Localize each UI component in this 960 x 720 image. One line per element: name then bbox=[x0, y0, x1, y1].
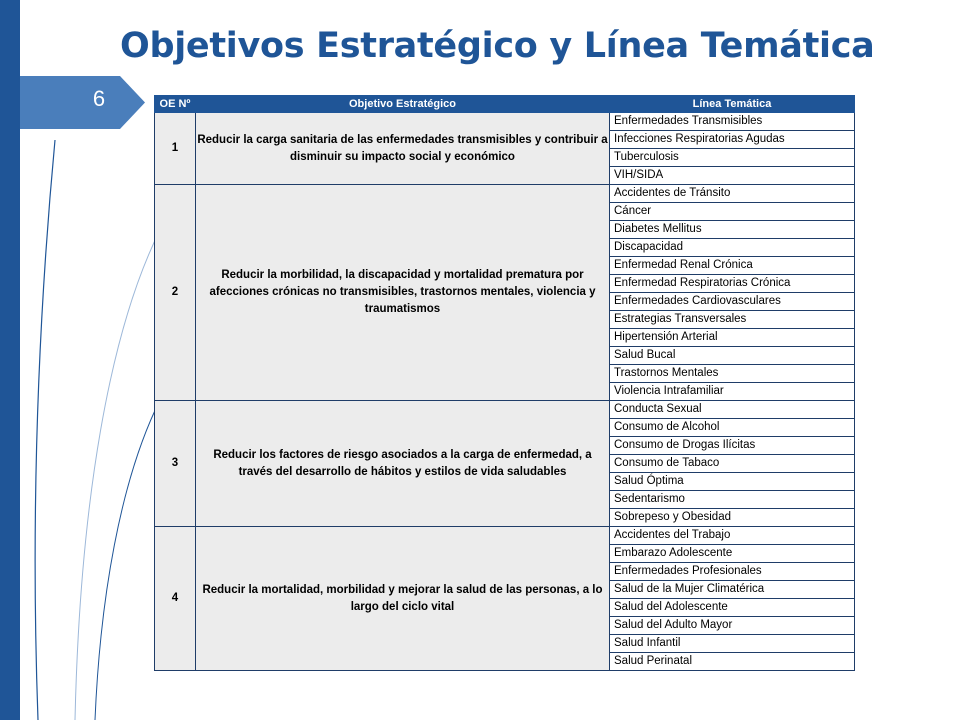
page-title: Objetivos Estratégico y Línea Temática bbox=[120, 26, 875, 66]
thematic-line-cell: Enfermedad Renal Crónica bbox=[610, 257, 855, 275]
table-header-row bbox=[155, 96, 855, 113]
thematic-line-cell: Enfermedades Cardiovasculares bbox=[610, 293, 855, 311]
thematic-line-cell: Sobrepeso y Obesidad bbox=[610, 509, 855, 527]
thematic-line-cell: Consumo de Drogas Ilícitas bbox=[610, 437, 855, 455]
slide-number: 6 bbox=[92, 86, 106, 111]
thematic-line-cell: Infecciones Respiratorias Agudas bbox=[610, 131, 855, 149]
oe-number-cell: 3 bbox=[155, 401, 196, 527]
objective-text-cell: Reducir la mortalidad, morbilidad y mejorar la salud de las personas, a lo largo del ciclo vital bbox=[196, 527, 610, 671]
header-objetivo: Objetivo Estratégico bbox=[196, 96, 610, 113]
oe-number-cell: 4 bbox=[155, 527, 196, 671]
objectives-table bbox=[154, 95, 855, 671]
thematic-line-cell: VIH/SIDA bbox=[610, 167, 855, 185]
thematic-line-cell: Hipertensión Arterial bbox=[610, 329, 855, 347]
thematic-line-cell: Salud del Adolescente bbox=[610, 599, 855, 617]
thematic-line-cell: Enfermedades Transmisibles bbox=[610, 113, 855, 131]
thematic-line-cell: Salud de la Mujer Climatérica bbox=[610, 581, 855, 599]
thematic-line-cell: Salud Infantil bbox=[610, 635, 855, 653]
header-oe: OE Nº bbox=[155, 96, 196, 113]
thematic-line-cell: Enfermedades Profesionales bbox=[610, 563, 855, 581]
table-row bbox=[155, 185, 855, 203]
thematic-line-cell: Consumo de Tabaco bbox=[610, 455, 855, 473]
thematic-line-cell: Sedentarismo bbox=[610, 491, 855, 509]
thematic-line-cell: Salud Perinatal bbox=[610, 653, 855, 671]
thematic-line-cell: Violencia Intrafamiliar bbox=[610, 383, 855, 401]
thematic-line-cell: Salud del Adulto Mayor bbox=[610, 617, 855, 635]
header-linea: Línea Temática bbox=[610, 96, 855, 113]
thematic-line-cell: Discapacidad bbox=[610, 239, 855, 257]
slide-number-tab bbox=[20, 76, 145, 129]
thematic-line-cell: Diabetes Mellitus bbox=[610, 221, 855, 239]
thematic-line-cell: Enfermedad Respiratorias Crónica bbox=[610, 275, 855, 293]
objective-text-cell: Reducir los factores de riesgo asociados a la carga de enfermedad, a través del desarrollo de hábitos y estilos de vida saludables bbox=[196, 401, 610, 527]
thematic-line-cell: Salud Óptima bbox=[610, 473, 855, 491]
thematic-line-cell: Tuberculosis bbox=[610, 149, 855, 167]
objective-text-cell: Reducir la morbilidad, la discapacidad y mortalidad prematura por afecciones crónicas no transmisibles, trastornos mentales, violencia y traumatismos bbox=[196, 185, 610, 401]
thematic-line-cell: Accidentes del Trabajo bbox=[610, 527, 855, 545]
table-row bbox=[155, 401, 855, 419]
oe-number-cell: 1 bbox=[155, 113, 196, 185]
thematic-line-cell: Estrategias Transversales bbox=[610, 311, 855, 329]
objective-text-cell: Reducir la carga sanitaria de las enfermedades transmisibles y contribuir a disminuir su impacto social y económico bbox=[196, 113, 610, 185]
thematic-line-cell: Embarazo Adolescente bbox=[610, 545, 855, 563]
thematic-line-cell: Conducta Sexual bbox=[610, 401, 855, 419]
oe-number-cell: 2 bbox=[155, 185, 196, 401]
thematic-line-cell: Salud Bucal bbox=[610, 347, 855, 365]
thematic-line-cell: Cáncer bbox=[610, 203, 855, 221]
thematic-line-cell: Accidentes de Tránsito bbox=[610, 185, 855, 203]
table-row bbox=[155, 113, 855, 131]
thematic-line-cell: Trastornos Mentales bbox=[610, 365, 855, 383]
thematic-line-cell: Consumo de Alcohol bbox=[610, 419, 855, 437]
table-row bbox=[155, 527, 855, 545]
